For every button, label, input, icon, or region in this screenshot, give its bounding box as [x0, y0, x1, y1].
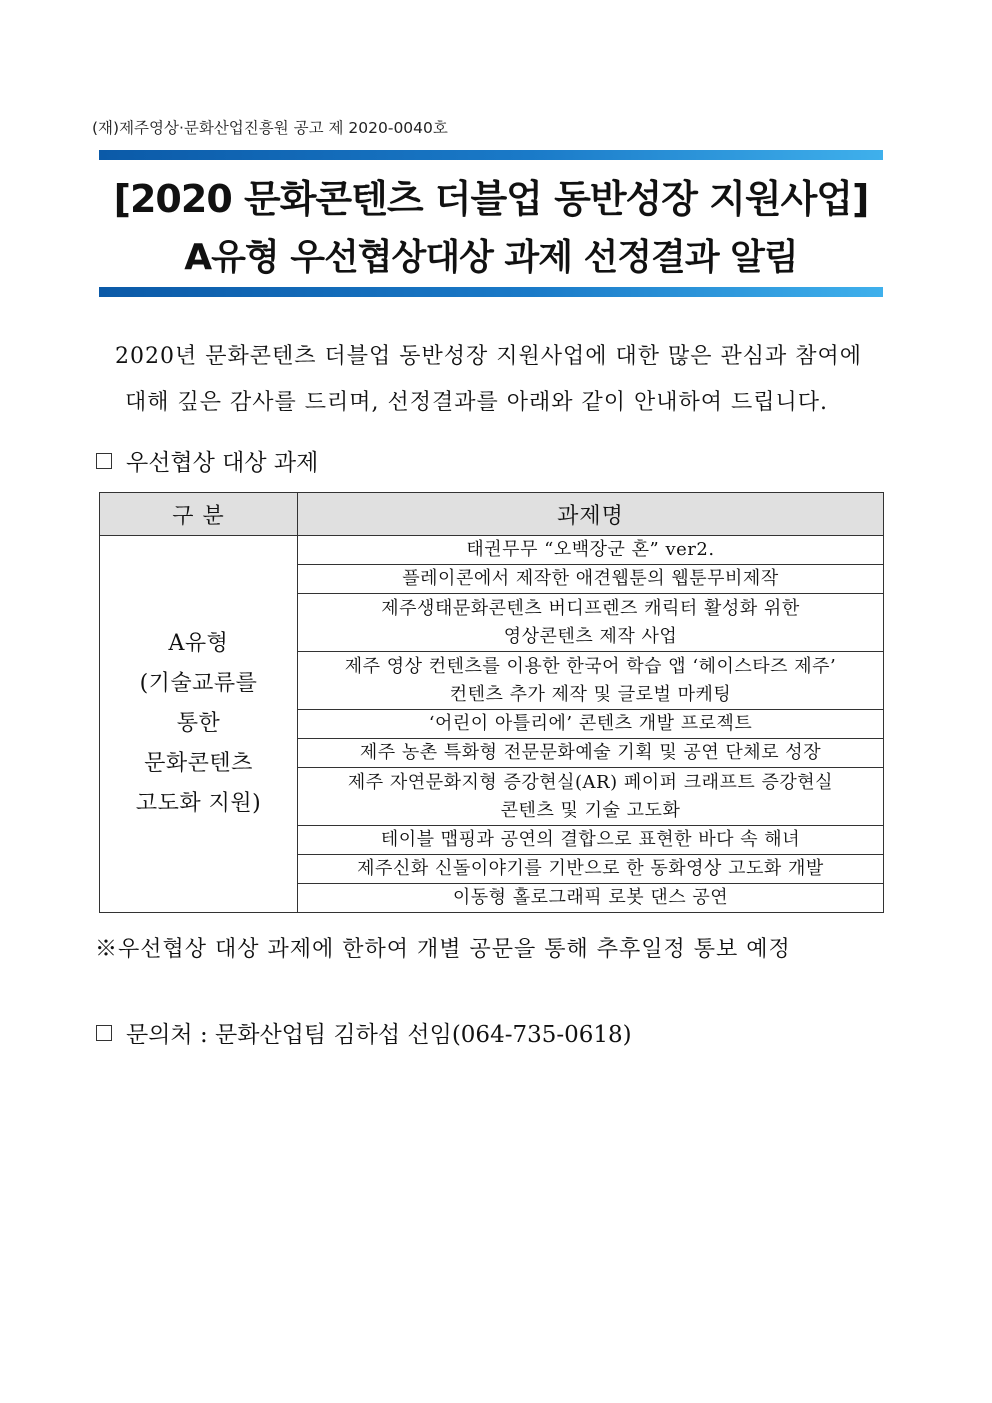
notice-number: (재)제주영상·문화산업진흥원 공고 제 2020-0040호 — [92, 119, 448, 137]
task-cell — [298, 594, 884, 652]
task-name-cont: 컨텐츠 추가 제작 및 글로벌 마케팅 — [449, 683, 732, 705]
category-line: 고도화 지원) — [135, 791, 262, 816]
category-line: 문화콘텐츠 — [144, 751, 253, 776]
task-cell — [298, 884, 884, 913]
task-name: 제주신화 신돌이야기를 기반으로 한 동화영상 고도화 개발 — [357, 858, 824, 879]
task-name-cont: 콘텐츠 및 기술 고도화 — [500, 799, 681, 821]
contact-info — [96, 1016, 632, 1049]
task-cell — [298, 768, 884, 826]
task-table — [99, 492, 884, 913]
category-line: A유형 — [168, 631, 229, 656]
checkbox-icon — [96, 1025, 112, 1041]
page-subtitle: A유형 우선협상대상 과제 선정결과 알림 — [184, 237, 798, 278]
task-name: 제주생태문화콘텐츠 버디프렌즈 캐릭터 활성화 위한 — [381, 597, 800, 619]
header-category: 구 분 — [100, 493, 298, 536]
title-top-bar — [99, 150, 883, 160]
task-name: 테이블 맵핑과 공연의 결합으로 표현한 바다 속 해녀 — [380, 829, 801, 850]
header-task-name: 과제명 — [298, 493, 884, 536]
task-cell — [298, 652, 884, 710]
category-line: 통한 — [176, 711, 221, 736]
task-cell — [298, 565, 884, 594]
section-heading — [96, 444, 318, 477]
task-name: 태권무무 “오백장군 혼” ver2. — [466, 539, 715, 560]
intro-line-1: 2020년 문화콘텐츠 더블업 동반성장 지원사업에 대한 많은 관심과 참여에 — [115, 344, 862, 369]
task-name-cont: 영상콘텐츠 제작 사업 — [503, 625, 678, 647]
task-cell — [298, 855, 884, 884]
task-cell — [298, 536, 884, 565]
task-name: ‘어린이 아틀리에’ 콘텐츠 개발 프로젝트 — [428, 713, 753, 734]
category-line: (기술교류를 — [139, 671, 258, 696]
category-cell — [100, 536, 298, 913]
table-header-row — [100, 493, 884, 536]
task-name: 제주 자연문화지형 증강현실(AR) 페이퍼 크래프트 증강현실 — [347, 771, 834, 793]
task-cell — [298, 710, 884, 739]
task-name: 플레이콘에서 제작한 애견웹툰의 웹툰무비제작 — [402, 568, 779, 589]
task-name: 제주 농촌 특화형 전문문화예술 기획 및 공연 단체로 성장 — [359, 742, 822, 763]
contact-label: 문의처 : 문화산업팀 김하섭 선임(064-735-0618) — [126, 1022, 632, 1048]
intro-paragraph — [99, 334, 899, 426]
task-name: 제주 영상 컨텐츠를 이용한 한국어 학습 앱 ‘헤이스타즈 제주’ — [344, 655, 837, 677]
table-row — [100, 536, 884, 565]
section-heading-label: 우선협상 대상 과제 — [126, 450, 319, 476]
title-bottom-bar — [99, 287, 883, 297]
page-title: [2020 문화콘텐츠 더블업 동반성장 지원사업] — [113, 177, 869, 221]
checkbox-icon — [96, 453, 112, 469]
task-cell — [298, 739, 884, 768]
footnote: ※우선협상 대상 과제에 한하여 개별 공문을 통해 추후일정 통보 예정 — [95, 937, 791, 962]
intro-line-2: 대해 깊은 감사를 드리며, 선정결과를 아래와 같이 안내하여 드립니다. — [125, 390, 828, 415]
task-name: 이동형 홀로그래픽 로봇 댄스 공연 — [452, 887, 729, 908]
task-cell — [298, 826, 884, 855]
